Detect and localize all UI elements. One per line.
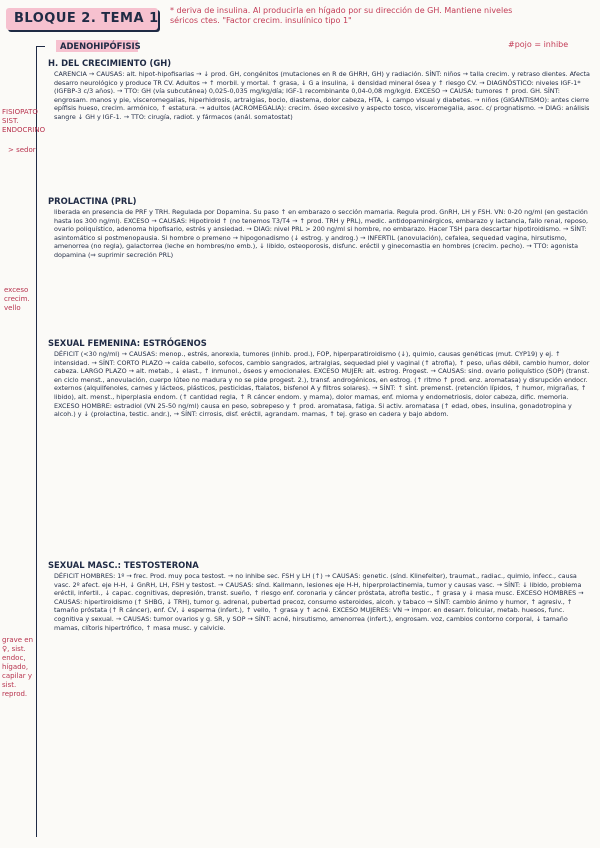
- top-note: * deriva de insulina. Al producirla en hígado por su dirección de GH. Mantiene niveles séricos ctes. "Factor crecim. insulínico tipo 1": [170, 6, 513, 25]
- heading-estrogenos: [48, 338, 207, 348]
- page-title: BLOQUE 2. TEMA 1: [14, 11, 159, 26]
- section-testosterona-text: DÉFICIT HOMBRES: 1º → frec. Prod. muy poca testost. → no inhibe sec. FSH y LH (↑) → CAUSAS: genetic. (sínd. Klinefelter), traumat., radiac., quimio, infecc., causa vasc. 2º afect. eje H-H, ↓ GnRH, LH, FSH y testost. → CAUSAS: sínd. Kallmann, lesiones eje H-H, hiperprolactinemia, tumor y causas vasc. → SÍNT: ↓ libido, problema eréctil, infertil., ↓ capac. cognitivas, depresión, transt. sueño, ↑ riesgo enf. coronaria y cáncer próstata, atrofia testic., ↑ grasa y ↓ masa musc. EXCESO HOMBRES → CAUSAS: hipertiroidismo (↑ SHBG, ↓ TRH), tumor g. adrenal, pubertad precoz, consumo esteroides, alcoh. y tabaco → SÍNT: cambio ánimo y humor, ↑ agresiv., ↑ tamaño próstata (↑ R cáncer), enf. CV, ↓ esperma (infert.), ↑ vello, ↑ grasa y ↑ acné. EXCESO MUJERES: VN → impor. en desarr. folicular, metab. huesos, func. cognitiva y sexual. → CAUSAS: tumor ovarios y g. SR, y SOP → SÍNT: acné, hirsutismo, amenorrea (infert.), engrosam. voz, cambios contorno corporal, ↓ tamaño mamas, clítoris hipertrófico, ↑ masa musc. y calvicie.: [54, 572, 584, 632]
- legend-note: #pojo = inhibe: [508, 40, 569, 49]
- heading-prl-text: PROLACTINA (PRL): [48, 196, 137, 206]
- heading-testosterona-text: SEXUAL MASC.: TESTOSTERONA: [48, 560, 199, 570]
- section-prl-text: liberada en presencia de PRF y TRH. Regulada por Dopamina. Su paso ↑ en embarazo o sección mamaria. Regula prod. GnRH, LH y FSH. VN: 0-20 ng/ml (en gestación hasta los 300 ng/ml). EXCESO → CAUSAS: Hipotiroid ↑ (no tenemos T3/T4 → ↑ prod. TRH y PRL), medic. antidopaminérgicos, embarazo y lactancia, fallo renal, reposo, ovario poliquístico, adenoma hipofisario, estrés y ansiedad. → DIAG: nivel PRL > 200 ng/ml si hombre, no embarazo. Hacer TSH para descartar hipotiroidismo. → SÍNT: asintomático si postmenopausia. Si hombre o premeno → hipogonadismo (↓ estrog. y androg.) → INFERTIL (anovulación), cefalea, sequedad vagina, hirsutismo, amenorrea (no regla), galactorrea (leche en hombres/no emb.), ↓ libido, osteoporosis, disfunc. eréctil y ginecomastia en hombres (crecim. pecho). → TTO: agonista dopamina (⇒ suprimir secreción PRL): [54, 208, 589, 259]
- heading-estrogenos-text: SEXUAL FEMENINA: ESTRÓGENOS: [48, 338, 207, 348]
- heading-gh: [48, 58, 171, 68]
- section-gh-text: CARENCIA → CAUSAS: alt. hipot-hipofisarias → ↓ prod. GH, congénitos (mutaciones en R de GHRH, GH) y radiación. SÍNT: niños → talla crecim. y retraso dientes. Afecta desarro neurológico y produce TR CV. Adultos → ↑ morbil. y mortal. ↑ grasa, ↓ G a insulina, ↓ densidad mineral ósea y ↑ riesgo CV. → DIAGNÓSTICO: niveles IGF-1* (IGFBP-3 c/3 años). → TTO: GH (vía subcutánea) 0,025-0,035 mg/kg/día; IGF-1 recombinante 0,04-0,08 mg/kg/d. EXCESO → CAUSA: tumores ↑ prod. GH. SÍNT: engrosam. manos y pie, visceromegalias, hiperhidrosis, artralgias, bocio, diastema, dolor cabeza, HTA, ↓ campo visual y diabetes. → niños (GIGANTISMO): antes cierre epífisis hueso, crecim. armónico, ↑ estatura. → adultos (ACROMEGALIA): crecim. óseo excesivo y aspecto tosco, visceromegalia, asoc. c/ prognatismo. → DIAG: análisis sangre ↓ GH y IGF-1. → TTO: cirugía, radiot. y fármacos (anál. somatostat): [54, 70, 590, 121]
- margin-note-grave: grave en ♀, sist. endoc, hígado, capilar y sist. reprod.: [2, 636, 34, 698]
- section-estrogenos-text: DÉFICIT (<30 ng/ml) → CAUSAS: menop., estrés, anorexia, tumores (inhib. prod.), FOP, hiperparatiroidismo (↓), quimio, causas genéticas (mut. CYP19) y ej. ↑ intensidad. → SÍNT: CORTO PLAZO → caída cabello, sofocos, cambio sangrados, artralgias, sequedad piel y vaginal (↑ atrofia), ↑ peso, uñas débil, cambio humor, dolor cabeza. LARGO PLAZO → alt. metab., ↓ elast., ↑ inmunol., óseos y emocionales. EXCESO MUJER: alt. estrog. Progest. → CAUSAS: sind. ovario poliquístico (SOP) (transt. en ciclo menst., anovulación, cuerpo lúteo no madura y no se pide progest. 2.), transf. androgénicos, en estrog. (↑ ritmo ↑ prod. enz. aromatasa) y disrupción endocr. externos (alquilfenoles, carnes y lácteos, plásticos, pesticidas, ftalatos, bisfenol A y filtros solares). → SÍNT: ↑ sínt. premenst. (retención lípidos, ↑ humor, migrañas, ↑ libido), alt. menst., hiperplasia endom. (↑ cantidad regla, ↑ R cáncer endom. y mama), dolor mamas, enf. mioma y endometriosis, dolor cabeza, dific. memoria. EXCESO HOMBRE: estradiol (VN 25-50 ng/ml) causa en peso, sobrepeso y ↑ prod. aromatasa, fatiga. Si activ. aromatasa (↑ edad, obes, insulina, gonadotropina y alcoh.) y ↓ (prolactina, testic. andr.), → SÍNT: cirrosis, disf. eréctil, agrandam. mamas, ↑ tej. graso en cadera y bajo abdom.: [54, 350, 590, 419]
- margin-note-exceso: exceso crecim. vello: [4, 286, 30, 312]
- heading-testosterona: [48, 560, 199, 570]
- heading-prl: [48, 196, 137, 206]
- section-label: ADENOHIPÓFISIS: [60, 41, 141, 51]
- heading-gh-text: H. DEL CRECIMIENTO (GH): [48, 58, 172, 68]
- margin-note-sedor: > sedor: [8, 146, 36, 154]
- section-bracket: [36, 46, 45, 837]
- margin-note-fisiopato: FISIOPATO SIST. ENDOCRINO: [2, 108, 46, 134]
